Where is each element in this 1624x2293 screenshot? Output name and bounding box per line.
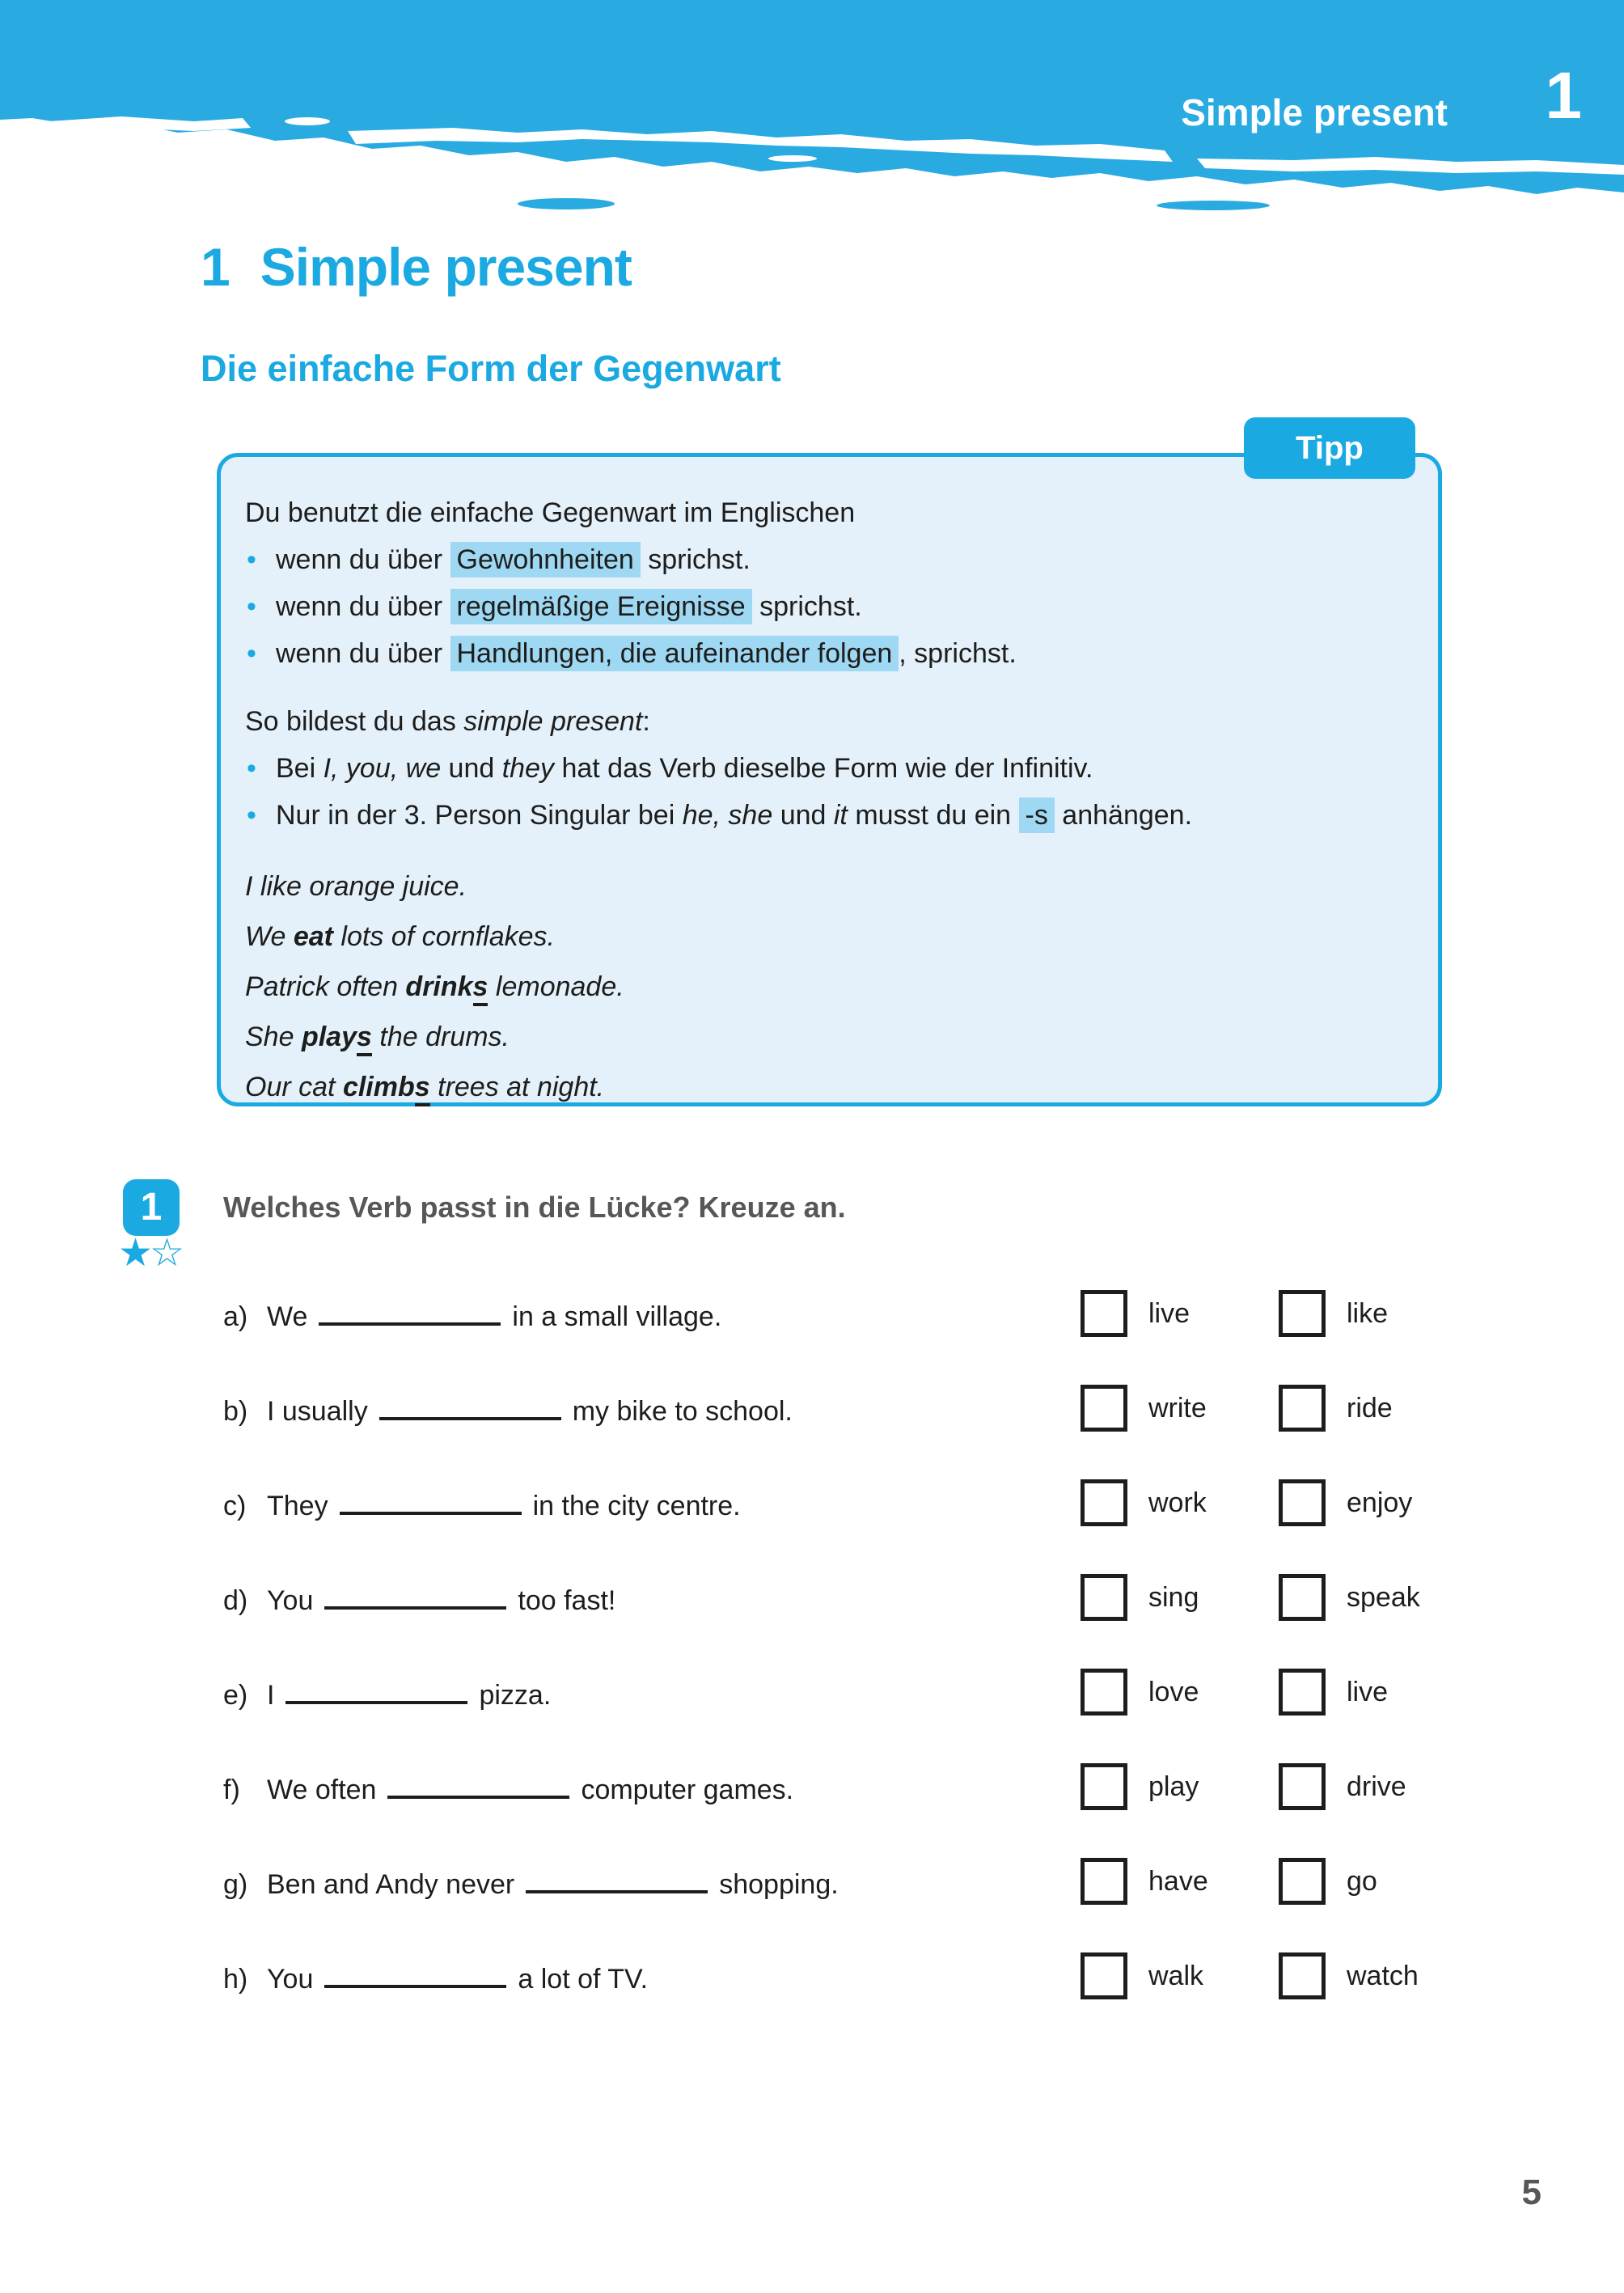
exercise-item-e [223, 1667, 1582, 1717]
bullet-text: , sprichst. [899, 638, 1017, 669]
rule-text: hat das Verb dieselbe Form wie der Infinitiv. [554, 753, 1093, 784]
bullet-text: sprichst. [640, 544, 751, 575]
chapter-header-number: 1 [1545, 59, 1582, 133]
formation-lead [245, 698, 1409, 745]
option-2 [1279, 1952, 1419, 1999]
example-line [245, 1012, 1409, 1062]
difficulty-stars [118, 1234, 207, 1273]
fill-in-blank[interactable] [319, 1295, 501, 1326]
section-subtitle: Die einfache Form der Gegenwart [201, 348, 781, 389]
sentence-after: in the city centre. [532, 1490, 741, 1521]
option-checkbox[interactable] [1081, 1385, 1127, 1432]
option-checkbox[interactable] [1279, 1858, 1326, 1905]
sentence [223, 1768, 1081, 1806]
example-bold-underlined: s [415, 1072, 430, 1106]
option-label: speak [1347, 1581, 1420, 1613]
fill-in-blank[interactable] [324, 1957, 506, 1988]
sentence [223, 1390, 1081, 1428]
bullet-text: wenn du über [276, 638, 450, 669]
exercise-item-c [223, 1478, 1582, 1528]
option-label: ride [1347, 1392, 1393, 1424]
sentence-before: We often [267, 1774, 377, 1805]
sentence-before: They [267, 1490, 328, 1521]
sentence [223, 1579, 1081, 1617]
lead-text: So bildest du das [245, 706, 464, 737]
highlight-span: -s [1019, 797, 1055, 833]
item-letter: c) [223, 1490, 247, 1521]
bullet-text: sprichst. [751, 591, 862, 622]
option-label: live [1148, 1297, 1191, 1329]
rule-text: und [441, 753, 502, 784]
option-1 [1081, 1858, 1279, 1905]
option-label: watch [1347, 1960, 1419, 1991]
item-letter: f) [223, 1774, 240, 1805]
tip-example-sentences [245, 861, 1409, 1112]
sentence [223, 1863, 1081, 1901]
option-label: play [1148, 1771, 1199, 1802]
sentence-after: too fast! [518, 1584, 616, 1616]
option-label: live [1347, 1676, 1389, 1707]
exercise-item-f [223, 1762, 1582, 1812]
fill-in-blank[interactable] [526, 1863, 708, 1893]
rule-bullet [245, 745, 1409, 792]
lead-italic: simple present [463, 706, 643, 737]
example-line [245, 1062, 1409, 1112]
bullet-text: wenn du über [276, 544, 450, 575]
option-checkbox[interactable] [1279, 1669, 1326, 1716]
option-checkbox[interactable] [1081, 1574, 1127, 1621]
fill-in-blank[interactable] [379, 1390, 561, 1420]
option-checkbox[interactable] [1279, 1479, 1326, 1526]
option-label: sing [1148, 1581, 1199, 1613]
exercise-item-h [223, 1951, 1582, 2001]
sentence-before: Ben and Andy never [267, 1868, 515, 1900]
sentence-before: I usually [267, 1395, 368, 1427]
option-checkbox[interactable] [1081, 1290, 1127, 1337]
option-2 [1279, 1290, 1388, 1337]
option-label: enjoy [1347, 1487, 1413, 1518]
bullet-icon: • [247, 544, 256, 575]
rule-text: musst du ein [847, 800, 1019, 831]
option-checkbox[interactable] [1279, 1385, 1326, 1432]
example-text: trees at night. [429, 1072, 605, 1102]
usage-bullet [245, 583, 1409, 630]
option-1 [1081, 1669, 1279, 1716]
highlight-span: regelmäßige Ereignisse [450, 589, 752, 624]
bullet-icon: • [247, 638, 256, 669]
rule-italic: they [501, 753, 554, 784]
rule-italic: it [833, 800, 848, 831]
item-letter: h) [223, 1963, 248, 1995]
sentence-before: We [267, 1301, 308, 1332]
fill-in-blank[interactable] [324, 1579, 506, 1610]
tip-box [217, 453, 1442, 1106]
tip-formation [245, 698, 1409, 839]
option-label: work [1148, 1487, 1207, 1518]
tip-tab: Tipp [1244, 417, 1415, 479]
option-label: write [1148, 1392, 1207, 1424]
exercise-number-badge: 1 [123, 1179, 180, 1236]
sentence [223, 1673, 1081, 1711]
rule-text: Nur in der 3. Person Singular bei [276, 800, 683, 831]
example-bold-underlined: s [473, 971, 488, 1006]
option-1 [1081, 1574, 1279, 1621]
option-label: love [1148, 1676, 1199, 1707]
rule-text: Bei [276, 753, 324, 784]
option-2 [1279, 1385, 1393, 1432]
item-letter: b) [223, 1395, 248, 1427]
example-line [245, 861, 1409, 912]
bullet-icon: • [247, 753, 256, 784]
bullet-icon: • [247, 591, 256, 622]
item-letter: d) [223, 1584, 248, 1616]
page-number: 5 [1521, 2172, 1542, 2212]
sentence-before: You [267, 1584, 314, 1616]
example-bold: drink [405, 971, 473, 1002]
option-2 [1279, 1763, 1406, 1810]
example-text: lemonade. [488, 971, 624, 1002]
example-bold-underlined: s [357, 1022, 372, 1056]
option-checkbox[interactable] [1279, 1763, 1326, 1810]
option-1 [1081, 1385, 1279, 1432]
highlight-span: Gewohnheiten [450, 542, 641, 577]
sentence-before: You [267, 1963, 314, 1995]
option-checkbox[interactable] [1279, 1952, 1326, 1999]
example-text: She [245, 1022, 302, 1052]
rule-italic: I, you, we [323, 753, 442, 784]
heading-unit-number: 1 [201, 237, 230, 297]
sentence-after: in a small village. [512, 1301, 722, 1332]
rule-text: anhängen. [1054, 800, 1193, 831]
bullet-text: wenn du über [276, 591, 450, 622]
tip-usage-list [245, 536, 1409, 677]
option-label: have [1148, 1865, 1208, 1897]
item-letter: g) [223, 1868, 248, 1900]
example-bold: play [301, 1022, 357, 1052]
option-checkbox[interactable] [1081, 1952, 1127, 1999]
option-1 [1081, 1763, 1279, 1810]
usage-bullet [245, 536, 1409, 583]
rule-italic: he, she [682, 800, 773, 831]
rule-text: und [772, 800, 834, 831]
lead-text: : [642, 706, 650, 737]
example-text: lots of cornflakes. [332, 921, 555, 952]
item-letter: e) [223, 1679, 248, 1711]
header-brush-band [0, 0, 1624, 226]
fill-in-blank[interactable] [340, 1484, 522, 1515]
example-text: the drums. [371, 1022, 510, 1052]
option-2 [1279, 1669, 1388, 1716]
example-line [245, 912, 1409, 962]
option-2 [1279, 1479, 1412, 1526]
star-filled-icon: ★ [118, 1232, 150, 1275]
option-1 [1081, 1290, 1279, 1337]
sentence-after: my bike to school. [572, 1395, 793, 1427]
option-checkbox[interactable] [1081, 1669, 1127, 1716]
bullet-icon: • [247, 800, 256, 831]
example-bold: climb [342, 1072, 415, 1102]
option-label: like [1347, 1297, 1389, 1329]
exercise-item-a [223, 1288, 1582, 1339]
option-1 [1081, 1479, 1279, 1526]
sentence [223, 1957, 1081, 1995]
sentence-after: computer games. [581, 1774, 794, 1805]
example-text: Patrick often [245, 971, 406, 1002]
tip-rule-list [245, 745, 1409, 839]
exercise-item-b [223, 1383, 1582, 1433]
sentence-after: a lot of TV. [518, 1963, 649, 1995]
tip-content [221, 457, 1438, 1112]
example-text: I like orange juice. [245, 871, 467, 902]
highlight-span: Handlungen, die aufeinander folgen [450, 636, 899, 671]
fill-in-blank[interactable] [285, 1673, 467, 1704]
example-line [245, 962, 1409, 1012]
usage-bullet [245, 630, 1409, 677]
heading-title: Simple present [260, 237, 632, 297]
sentence-after: pizza. [479, 1679, 552, 1711]
tip-intro: Du benutzt die einfache Gegenwart im Englischen [245, 497, 856, 528]
option-checkbox[interactable] [1081, 1479, 1127, 1526]
option-checkbox[interactable] [1081, 1763, 1127, 1810]
option-2 [1279, 1858, 1377, 1905]
sentence-after: shopping. [719, 1868, 839, 1900]
fill-in-blank[interactable] [387, 1768, 569, 1799]
exercise-item-g [223, 1856, 1582, 1906]
sentence [223, 1484, 1081, 1522]
option-label: walk [1148, 1960, 1204, 1991]
option-checkbox[interactable] [1081, 1858, 1127, 1905]
example-text: We [245, 921, 294, 952]
star-outline-icon: ☆ [150, 1232, 182, 1275]
sentence-before: I [267, 1679, 275, 1711]
item-letter: a) [223, 1301, 248, 1332]
exercise-item-d [223, 1572, 1582, 1622]
option-label: go [1347, 1865, 1377, 1897]
option-2 [1279, 1574, 1420, 1621]
sentence [223, 1295, 1081, 1333]
option-label: drive [1347, 1771, 1406, 1802]
option-1 [1081, 1952, 1279, 1999]
page-heading [201, 236, 632, 298]
example-bold: eat [293, 921, 333, 952]
example-text: Our cat [245, 1072, 343, 1102]
chapter-header-title: Simple present [1181, 91, 1448, 133]
rule-bullet [245, 792, 1409, 839]
option-checkbox[interactable] [1279, 1574, 1326, 1621]
option-checkbox[interactable] [1279, 1290, 1326, 1337]
exercise-title: Welches Verb passt in die Lücke? Kreuze an. [223, 1191, 846, 1224]
